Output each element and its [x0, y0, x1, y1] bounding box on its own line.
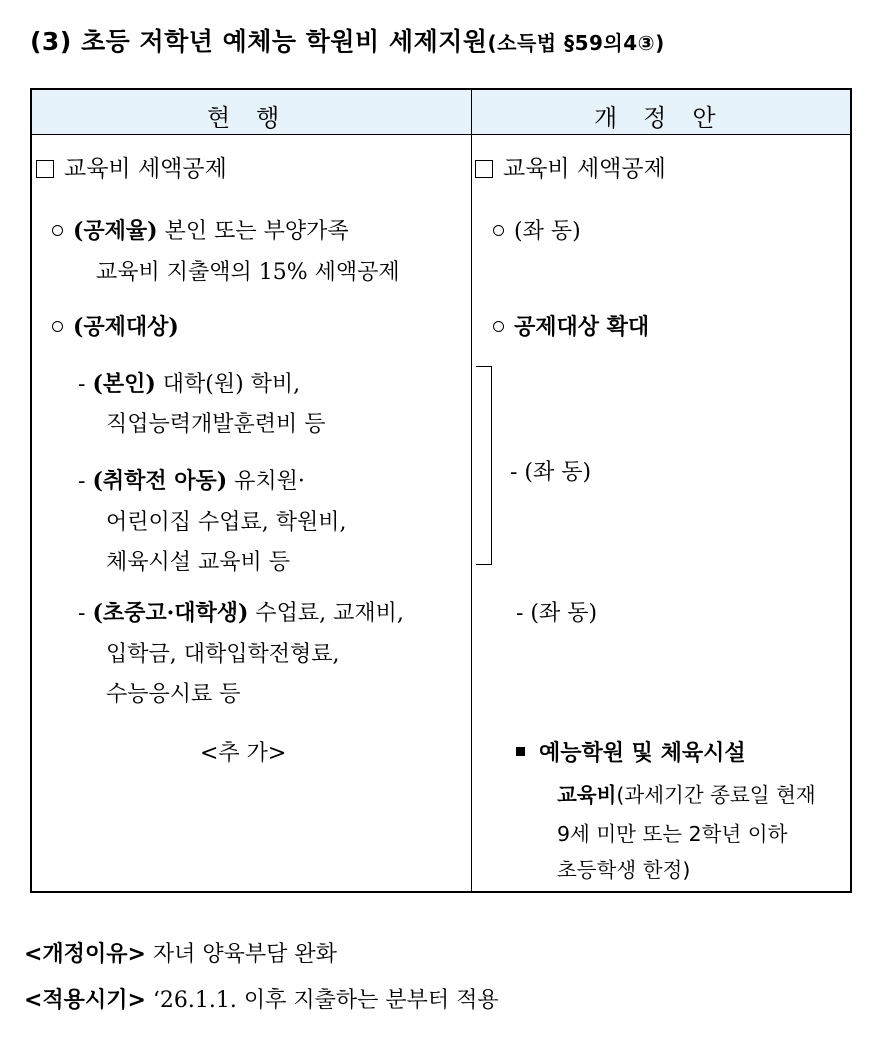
apply-label: <적용시기>: [24, 988, 146, 1013]
new-item-2-rest: (과세기간 종료일 현재: [616, 783, 816, 807]
new-item-line-2: [557, 778, 816, 808]
circle-bullet-icon: [493, 225, 504, 236]
bracket-same: - (좌 동): [510, 460, 592, 485]
apply-line: [24, 983, 499, 1014]
preschool-label: (취학전 아동): [92, 468, 228, 494]
header-proposed: 개정안: [594, 104, 742, 132]
target-label: (공제대상): [73, 314, 179, 340]
dash-bullet: -: [78, 469, 93, 494]
preschool-text-3: 체육시설 교육비 등: [106, 550, 291, 575]
bracket-mark: [476, 366, 492, 565]
rate-label: (공제율): [73, 218, 158, 244]
students-text-3: 수능응시료 등: [106, 682, 241, 707]
right-rate-line: [493, 214, 581, 245]
self-text-2: 직업능력개발훈련비 등: [106, 412, 326, 437]
reason-text: 자녀 양육부담 완화: [145, 942, 337, 967]
target-expand: 공제대상 확대: [514, 315, 650, 340]
checkbox-icon: [36, 160, 54, 178]
title-reference: (소득법 §59의4③): [487, 31, 665, 55]
page-title: [30, 22, 665, 58]
circle-bullet-icon: [52, 321, 63, 332]
rate-text-2: 교육비 지출액의 15% 세액공제: [96, 260, 400, 285]
left-section-heading: [36, 150, 227, 183]
rate-same: (좌 동): [514, 219, 581, 244]
left-section-label: 교육비 세액공제: [64, 156, 227, 182]
column-divider: [471, 90, 472, 891]
preschool-line-1: [78, 464, 305, 495]
students-line-1: [78, 596, 404, 627]
students-label: (초중고·대학생): [92, 600, 249, 626]
title-main: (3) 초등 저학년 예체능 학원비 세제지원: [30, 27, 488, 56]
right-section-label: 교육비 세액공제: [503, 156, 666, 182]
add-label: <추 가>: [200, 741, 287, 766]
circle-bullet-icon: [493, 321, 504, 332]
apply-text: ‘26.1.1. 이후 지출하는 분부터 적용: [145, 988, 499, 1013]
right-target-line: [493, 310, 649, 341]
left-target-line: [52, 310, 179, 341]
new-item-4: 초등학생 한정): [557, 858, 691, 882]
checkbox-icon: [475, 160, 493, 178]
students-same: - (좌 동): [516, 601, 598, 626]
self-label: (본인): [92, 371, 156, 397]
dash-bullet: -: [78, 601, 93, 626]
self-text-1: 대학(원) 학비,: [155, 372, 301, 397]
rate-text-1: 본인 또는 부양가족: [157, 219, 349, 244]
students-text-2: 입학금, 대학입학전형료,: [106, 642, 340, 667]
reason-label: <개정이유>: [24, 942, 146, 967]
right-section-heading: [475, 150, 666, 183]
new-item-1: 예능학원 및 체육시설: [539, 741, 746, 766]
self-line-1: [78, 367, 300, 398]
header-current: 현행: [207, 104, 306, 132]
left-rate-line-1: [52, 214, 349, 245]
new-item-line-1: [516, 736, 746, 767]
preschool-text-1: 유치원·: [227, 469, 305, 494]
square-bullet-icon: [516, 747, 525, 756]
new-item-3: 9세 미만 또는 2학년 이하: [557, 822, 788, 846]
circle-bullet-icon: [52, 225, 63, 236]
reason-line: [24, 937, 337, 968]
students-text-1: 수업료, 교재비,: [248, 601, 404, 626]
preschool-text-2: 어린이집 수업료, 학원비,: [106, 510, 347, 535]
dash-bullet: -: [78, 372, 93, 397]
new-item-2-bold: 교육비: [557, 783, 617, 807]
